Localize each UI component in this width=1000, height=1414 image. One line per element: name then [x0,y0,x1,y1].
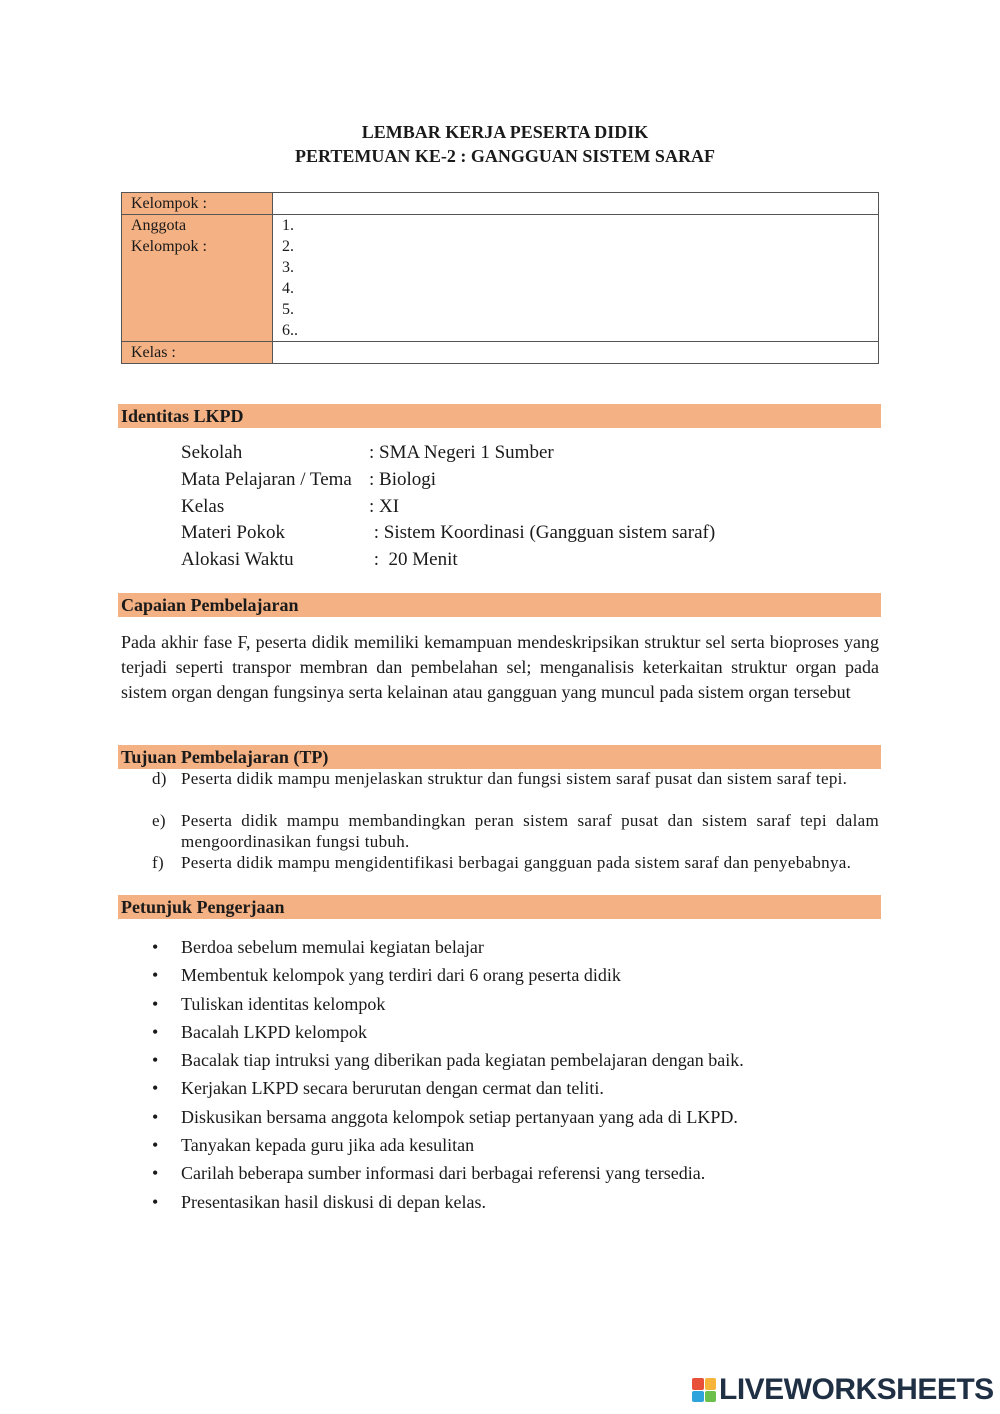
instruction-text: Bacalak tiap intruksi yang diberikan pada kegiatan pembelajaran dengan baik. [181,1050,744,1071]
identity-row [181,442,554,464]
bullet-icon: • [152,937,159,957]
bullet-icon: • [152,1021,159,1042]
liveworksheets-logo-text: LIVEWORKSHEETS [719,1373,994,1406]
objectives-heading: Tujuan Pembelajaran (TP) [118,745,881,769]
liveworksheets-logo-icon [692,1378,716,1402]
identity-value: : 20 Menit [369,549,458,570]
members-label [122,215,273,342]
logo-square [705,1391,717,1403]
bullet-icon: • [152,1078,159,1099]
instruction-text: Tanyakan kepada guru jika ada kesulitan [181,1135,475,1156]
member-line: 5. [282,301,294,318]
identity-label: Alokasi Waktu [181,549,294,570]
members-row [122,215,879,342]
identity-row [181,522,715,544]
class-row [122,342,879,364]
worksheet-title: LEMBAR KERJA PESERTA DIDIK [361,122,649,142]
logo-square [692,1391,704,1403]
identity-value: : XI [369,496,400,517]
objective-text: Peserta didik mampu membandingkan peran sistem saraf pusat dan sistem saraf tepi dalam mengoordinasikan fungsi tubuh. [181,811,879,851]
instructions-heading: Petunjuk Pengerjaan [118,895,881,919]
instruction-text: Membentuk kelompok yang terdiri dari 6 orang peserta didik [181,965,621,986]
instruction-text: Berdoa sebelum memulai kegiatan belajar [181,937,484,957]
member-line: 6.. [282,322,298,339]
instruction-item [152,933,744,961]
instruction-item [152,961,744,989]
identity-label: Kelas [181,496,225,517]
group-label: Kelompok : [122,193,273,215]
objective-item [150,810,879,852]
objective-mark: e) [152,811,166,830]
instruction-item [152,1131,744,1159]
identity-label: Mata Pelajaran / Tema [181,469,352,490]
identity-value: : Sistem Koordinasi (Gangguan sistem saraf) [369,522,716,543]
bullet-icon: • [152,1135,159,1156]
bullet-icon: • [152,1163,159,1184]
meeting-title: PERTEMUAN KE-2 : GANGGUAN SISTEM SARAF [295,146,715,166]
instruction-item [152,1046,744,1074]
bullet-icon: • [152,993,159,1014]
logo-square [705,1378,717,1390]
class-label: Kelas : [122,342,273,364]
identity-label: Sekolah [181,442,243,463]
instructions-list [152,933,744,1216]
bullet-icon: • [152,1050,159,1071]
identity-heading: Identitas LKPD [118,404,881,428]
objective-mark: d) [152,769,167,788]
objective-text: Peserta didik mampu menjelaskan struktur dan fungsi sistem saraf pusat dan sistem saraf tepi. [181,769,848,788]
objective-item [150,852,879,873]
identity-row [181,469,436,491]
instruction-item [152,1074,744,1102]
learning-outcome-text: Pada akhir fase F, peserta didik memiliki kemampuan mendeskripsikan struktur sel serta bioproses yang terjadi seperti transpor membran dan pembelahan sel; menganalisis keterkaitan struktur organ pada sistem organ dengan fungsinya serta kelainan atau gangguan yang muncul pada sistem organ tersebut [121,632,879,702]
logo-square [692,1378,704,1390]
group-field[interactable] [273,193,879,215]
member-line: 1. [282,217,294,234]
bullet-icon: • [152,965,159,986]
identity-label: Materi Pokok [181,522,285,543]
instruction-text: Bacalah LKPD kelompok [181,1021,367,1042]
instruction-text: Presentasikan hasil diskusi di depan kelas. [181,1191,486,1212]
group-info-table [121,192,879,364]
member-line: 4. [282,280,294,297]
liveworksheets-logo [692,1374,994,1406]
class-field[interactable] [273,342,879,364]
bullet-icon: • [152,1191,159,1212]
learning-outcome-heading: Capaian Pembelajaran [118,593,881,617]
instruction-item [152,1159,744,1187]
instruction-text: Carilah beberapa sumber informasi dari berbagai referensi yang tersedia. [181,1163,706,1184]
identity-value: : SMA Negeri 1 Sumber [369,442,554,463]
instruction-text: Kerjakan LKPD secara berurutan dengan cermat dan teliti. [181,1078,604,1099]
bullet-icon: • [152,1106,159,1127]
members-field[interactable] [273,215,879,342]
members-label-line2: Kelompok : [131,238,207,255]
objective-item [150,768,879,789]
identity-row [181,496,399,518]
member-line: 2. [282,238,294,255]
identity-row [181,549,458,571]
instruction-item [152,1018,744,1046]
instruction-text: Diskusikan bersama anggota kelompok setiap pertanyaan yang ada di LKPD. [181,1106,738,1127]
identity-value: : Biologi [369,469,437,490]
group-row [122,193,879,215]
instruction-item [152,990,744,1018]
instruction-item [152,1188,744,1216]
objective-mark: f) [152,853,164,872]
instruction-text: Tuliskan identitas kelompok [181,993,386,1014]
objective-text: Peserta didik mampu mengidentifikasi berbagai gangguan pada sistem saraf dan penyebabnya. [181,853,852,872]
member-line: 3. [282,259,294,276]
members-label-line1: Anggota [131,217,187,234]
instruction-item [152,1103,744,1131]
